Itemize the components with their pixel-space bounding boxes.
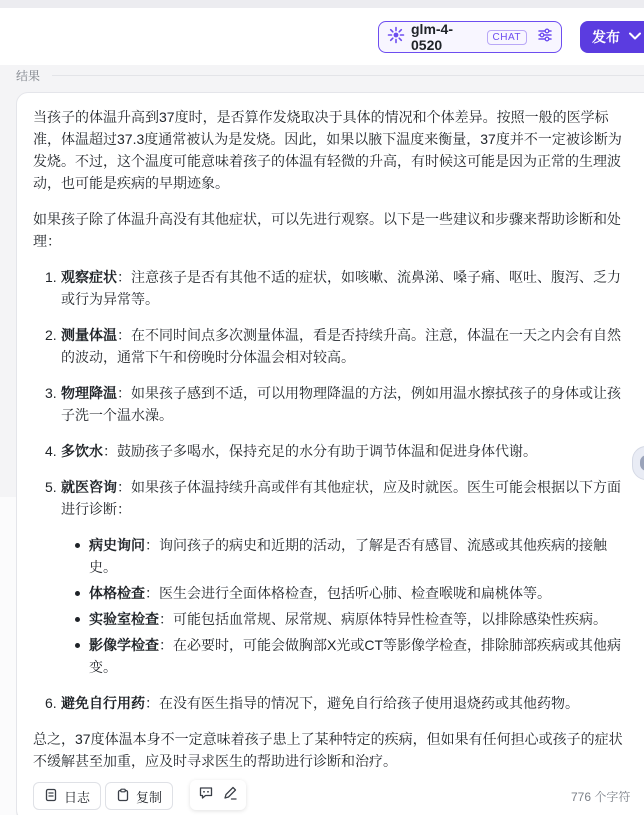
sub-item-title: 实验室检查 bbox=[89, 611, 159, 627]
list-item bbox=[33, 692, 628, 714]
list-item bbox=[33, 266, 628, 310]
document-icon bbox=[44, 788, 58, 805]
left-gutter bbox=[0, 497, 16, 815]
sub-item-title: 病史询问 bbox=[89, 537, 145, 553]
sub-item-text: ：询问孩子的病史和近期的活动，了解是否有感冒、流感或其他疾病的接触史。 bbox=[89, 537, 607, 575]
step-text: ：鼓励孩子多喝水，保持充足的水分有助于调节体温和促进身体代谢。 bbox=[103, 443, 537, 459]
header-bar bbox=[0, 8, 644, 65]
step-number: 6. bbox=[45, 695, 57, 711]
sub-list-item bbox=[61, 608, 628, 630]
list-item bbox=[33, 324, 628, 368]
log-label: 日志 bbox=[64, 789, 91, 805]
clipboard-icon bbox=[116, 788, 130, 805]
summary-paragraph: 总之，37度体温本身不一定意味着孩子患上了某种特定的疾病，但如果有任何担心或孩子的症状不缓解甚至加重，应及时寻求医生的帮助进行诊断和治疗。 bbox=[33, 731, 623, 769]
sub-item-title: 影像学检查 bbox=[89, 637, 159, 653]
steps-list bbox=[33, 266, 628, 714]
sub-list-item bbox=[61, 634, 628, 678]
publish-button[interactable] bbox=[580, 21, 644, 53]
feedback-toolbar bbox=[190, 780, 246, 810]
top-strip bbox=[0, 0, 644, 8]
model-selector[interactable] bbox=[378, 21, 562, 53]
step-number: 3. bbox=[45, 385, 57, 401]
list-item bbox=[33, 382, 628, 426]
copy-button[interactable] bbox=[105, 782, 173, 810]
model-name: glm-4-0520 bbox=[411, 21, 453, 53]
diagnosis-sublist bbox=[61, 534, 628, 678]
chat-badge: CHAT bbox=[487, 30, 527, 45]
step-text: ：如果孩子体温持续升高或伴有其他症状，应及时就医。医生可能会根据以下方面进行诊断： bbox=[61, 479, 621, 517]
sub-list-item bbox=[61, 534, 628, 578]
list-item bbox=[33, 440, 628, 462]
intro-paragraph: 当孩子的体温升高到37度时，是否算作发烧取决于具体的情况和个体差异。按照一般的医学标准，体温超过37.3度通常被认为是发烧。因此，如果以腋下温度来衡量，37度并不一定被诊断为发烧。不过，这个温度可能意味着孩子的体温有轻微的升高，有时候这可能是因为正常的生理波动，也可能是疾病的早期迹象。 bbox=[33, 109, 622, 191]
step-title: 物理降温 bbox=[61, 385, 117, 401]
sub-list-item bbox=[61, 582, 628, 604]
list-item bbox=[33, 476, 628, 678]
step-title: 测量体温 bbox=[61, 327, 117, 343]
step-number: 4. bbox=[45, 443, 57, 459]
log-button[interactable] bbox=[33, 782, 101, 810]
step-number: 2. bbox=[45, 327, 57, 343]
result-content bbox=[33, 106, 628, 786]
step-title: 观察症状 bbox=[61, 269, 117, 285]
copy-label: 复制 bbox=[136, 789, 163, 805]
step-number: 1. bbox=[45, 269, 57, 285]
step-text: ：注意孩子是否有其他不适的症状，如咳嗽、流鼻涕、嗓子痛、呕吐、腹泻、乏力或行为异常等。 bbox=[61, 269, 621, 307]
step-number: 5. bbox=[45, 479, 57, 495]
section-divider bbox=[52, 75, 644, 76]
sparkle-icon bbox=[387, 26, 405, 49]
publish-label: 发布 bbox=[592, 29, 620, 45]
character-count: 776 个字符 bbox=[571, 790, 631, 804]
sub-item-text: ：可能包括血常规、尿常规、病原体特异性检查等，以排除感染性疾病。 bbox=[159, 611, 607, 627]
sub-item-text: ：在必要时，可能会做胸部X光或CT等影像学检查，排除肺部疾病或其他病变。 bbox=[89, 637, 621, 675]
lead-paragraph: 如果孩子除了体温升高没有其他症状，可以先进行观察。以下是一些建议和步骤来帮助诊断和处理： bbox=[33, 211, 621, 249]
step-text: ：在不同时间点多次测量体温，看是否持续升高。注意，体温在一天之内会有自然的波动，通常下午和傍晚时分体温会相对较高。 bbox=[61, 327, 621, 365]
step-title: 多饮水 bbox=[61, 443, 103, 459]
sub-item-text: ：医生会进行全面体格检查，包括听心肺、检查喉咙和扁桃体等。 bbox=[145, 585, 551, 601]
step-text: ：在没有医生指导的情况下，避免自行给孩子使用退烧药或其他药物。 bbox=[145, 695, 579, 711]
ai-chat-icon[interactable] bbox=[198, 785, 214, 806]
step-title: 避免自行用药 bbox=[61, 695, 145, 711]
settings-sliders-icon[interactable] bbox=[537, 27, 553, 48]
step-title: 就医咨询 bbox=[61, 479, 117, 495]
section-label: 结果 bbox=[16, 69, 41, 83]
edit-pencil-icon[interactable] bbox=[222, 785, 238, 806]
chevron-down-icon bbox=[628, 29, 642, 46]
sub-item-title: 体格检查 bbox=[89, 585, 145, 601]
step-text: ：如果孩子感到不适，可以用物理降温的方法，例如用温水擦拭孩子的身体或让孩子洗一个温水澡。 bbox=[61, 385, 621, 423]
